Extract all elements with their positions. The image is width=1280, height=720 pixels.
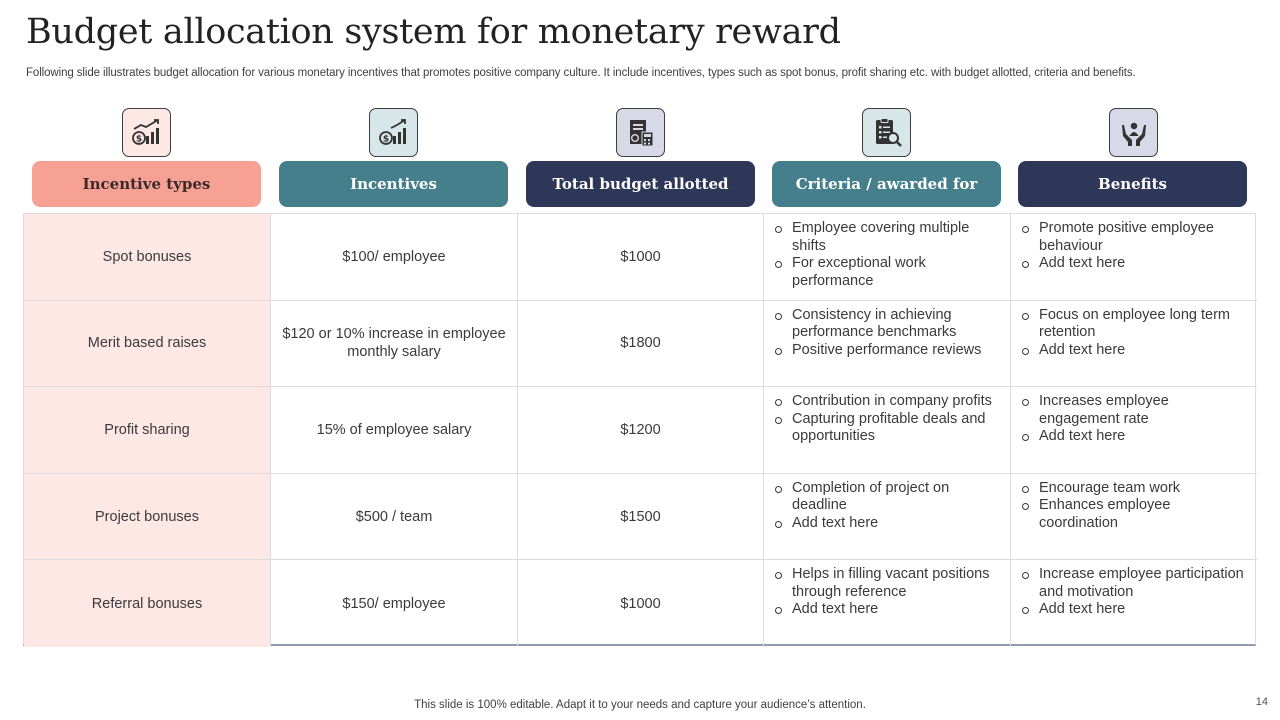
money-growth-chart-icon bbox=[130, 116, 164, 150]
icon-box-incentives bbox=[369, 108, 418, 157]
list-item: Add text here bbox=[1021, 342, 1249, 360]
header-benefits: Benefits bbox=[1018, 161, 1247, 207]
icon-box-benefits bbox=[1109, 108, 1158, 157]
cell-incentive: $100/ employee bbox=[271, 214, 518, 301]
list-item: Add text here bbox=[1021, 601, 1249, 619]
list-item: Focus on employee long term retention bbox=[1021, 307, 1249, 342]
list-item: Contribution in company profits bbox=[774, 393, 1002, 411]
svg-text:$: $ bbox=[135, 134, 142, 144]
cell-benefits bbox=[1011, 387, 1257, 474]
cell-budget: $1800 bbox=[518, 301, 764, 388]
cell-incentive-type: Profit sharing bbox=[24, 387, 271, 474]
cell-criteria bbox=[764, 301, 1011, 388]
cell-incentive-type: Referral bonuses bbox=[24, 560, 271, 647]
cell-benefits bbox=[1011, 474, 1257, 561]
list-item: Increases employee engagement rate bbox=[1021, 393, 1249, 428]
cell-incentive-type: Merit based raises bbox=[24, 301, 271, 388]
icon-box-total-budget bbox=[616, 108, 665, 157]
list-item: Add text here bbox=[774, 601, 1002, 619]
page-subtitle: Following slide illustrates budget allocation for various monetary incentives that promotes positive company culture. It include incentives, types such as spot bonus, profit sharing etc. with budget allotted, criteria and benefits. bbox=[26, 67, 1136, 79]
page-number: 14 bbox=[1255, 696, 1268, 708]
list-item: For exceptional work performance bbox=[774, 255, 1002, 290]
list-item: Completion of project on deadline bbox=[774, 480, 1002, 515]
cell-incentive-type: Project bonuses bbox=[24, 474, 271, 561]
budget-document-calculator-icon bbox=[624, 116, 658, 150]
hands-holding-person-icon bbox=[1117, 116, 1151, 150]
money-bar-chart-icon bbox=[377, 116, 411, 150]
list-item: Consistency in achieving performance benchmarks bbox=[774, 307, 1002, 342]
list-item: Increase employee participation and motivation bbox=[1021, 566, 1249, 601]
cell-incentive: $150/ employee bbox=[271, 560, 518, 647]
list-item: Add text here bbox=[774, 515, 1002, 533]
cell-benefits bbox=[1011, 301, 1257, 388]
cell-incentive: 15% of employee salary bbox=[271, 387, 518, 474]
cell-incentive: $500 / team bbox=[271, 474, 518, 561]
list-item: Encourage team work bbox=[1021, 480, 1249, 498]
cell-criteria bbox=[764, 560, 1011, 647]
cell-incentive: $120 or 10% increase in employee monthly salary bbox=[271, 301, 518, 388]
icon-box-criteria bbox=[862, 108, 911, 157]
header-criteria: Criteria / awarded for bbox=[772, 161, 1001, 207]
icon-box-incentive-types bbox=[122, 108, 171, 157]
budget-table bbox=[23, 213, 1256, 646]
cell-benefits bbox=[1011, 214, 1257, 301]
header-total-budget: Total budget allotted bbox=[526, 161, 755, 207]
cell-benefits bbox=[1011, 560, 1257, 647]
list-item: Add text here bbox=[1021, 428, 1249, 446]
cell-incentive-type: Spot bonuses bbox=[24, 214, 271, 301]
cell-budget: $1000 bbox=[518, 214, 764, 301]
cell-criteria bbox=[764, 474, 1011, 561]
header-incentive-types: Incentive types bbox=[32, 161, 261, 207]
page-title: Budget allocation system for monetary reward bbox=[26, 12, 841, 52]
list-item: Positive performance reviews bbox=[774, 342, 1002, 360]
list-item: Employee covering multiple shifts bbox=[774, 220, 1002, 255]
footer-note: This slide is 100% editable. Adapt it to your needs and capture your audience’s attention. bbox=[414, 699, 866, 711]
list-item: Promote positive employee behaviour bbox=[1021, 220, 1249, 255]
cell-criteria bbox=[764, 387, 1011, 474]
checklist-magnifier-icon bbox=[870, 116, 904, 150]
list-item: Add text here bbox=[1021, 255, 1249, 273]
cell-budget: $1200 bbox=[518, 387, 764, 474]
list-item: Capturing profitable deals and opportunities bbox=[774, 411, 1002, 446]
cell-criteria bbox=[764, 214, 1011, 301]
list-item: Enhances employee coordination bbox=[1021, 497, 1249, 532]
header-incentives: Incentives bbox=[279, 161, 508, 207]
svg-text:$: $ bbox=[382, 134, 389, 144]
list-item: Helps in filling vacant positions through reference bbox=[774, 566, 1002, 601]
cell-budget: $1000 bbox=[518, 560, 764, 647]
cell-budget: $1500 bbox=[518, 474, 764, 561]
